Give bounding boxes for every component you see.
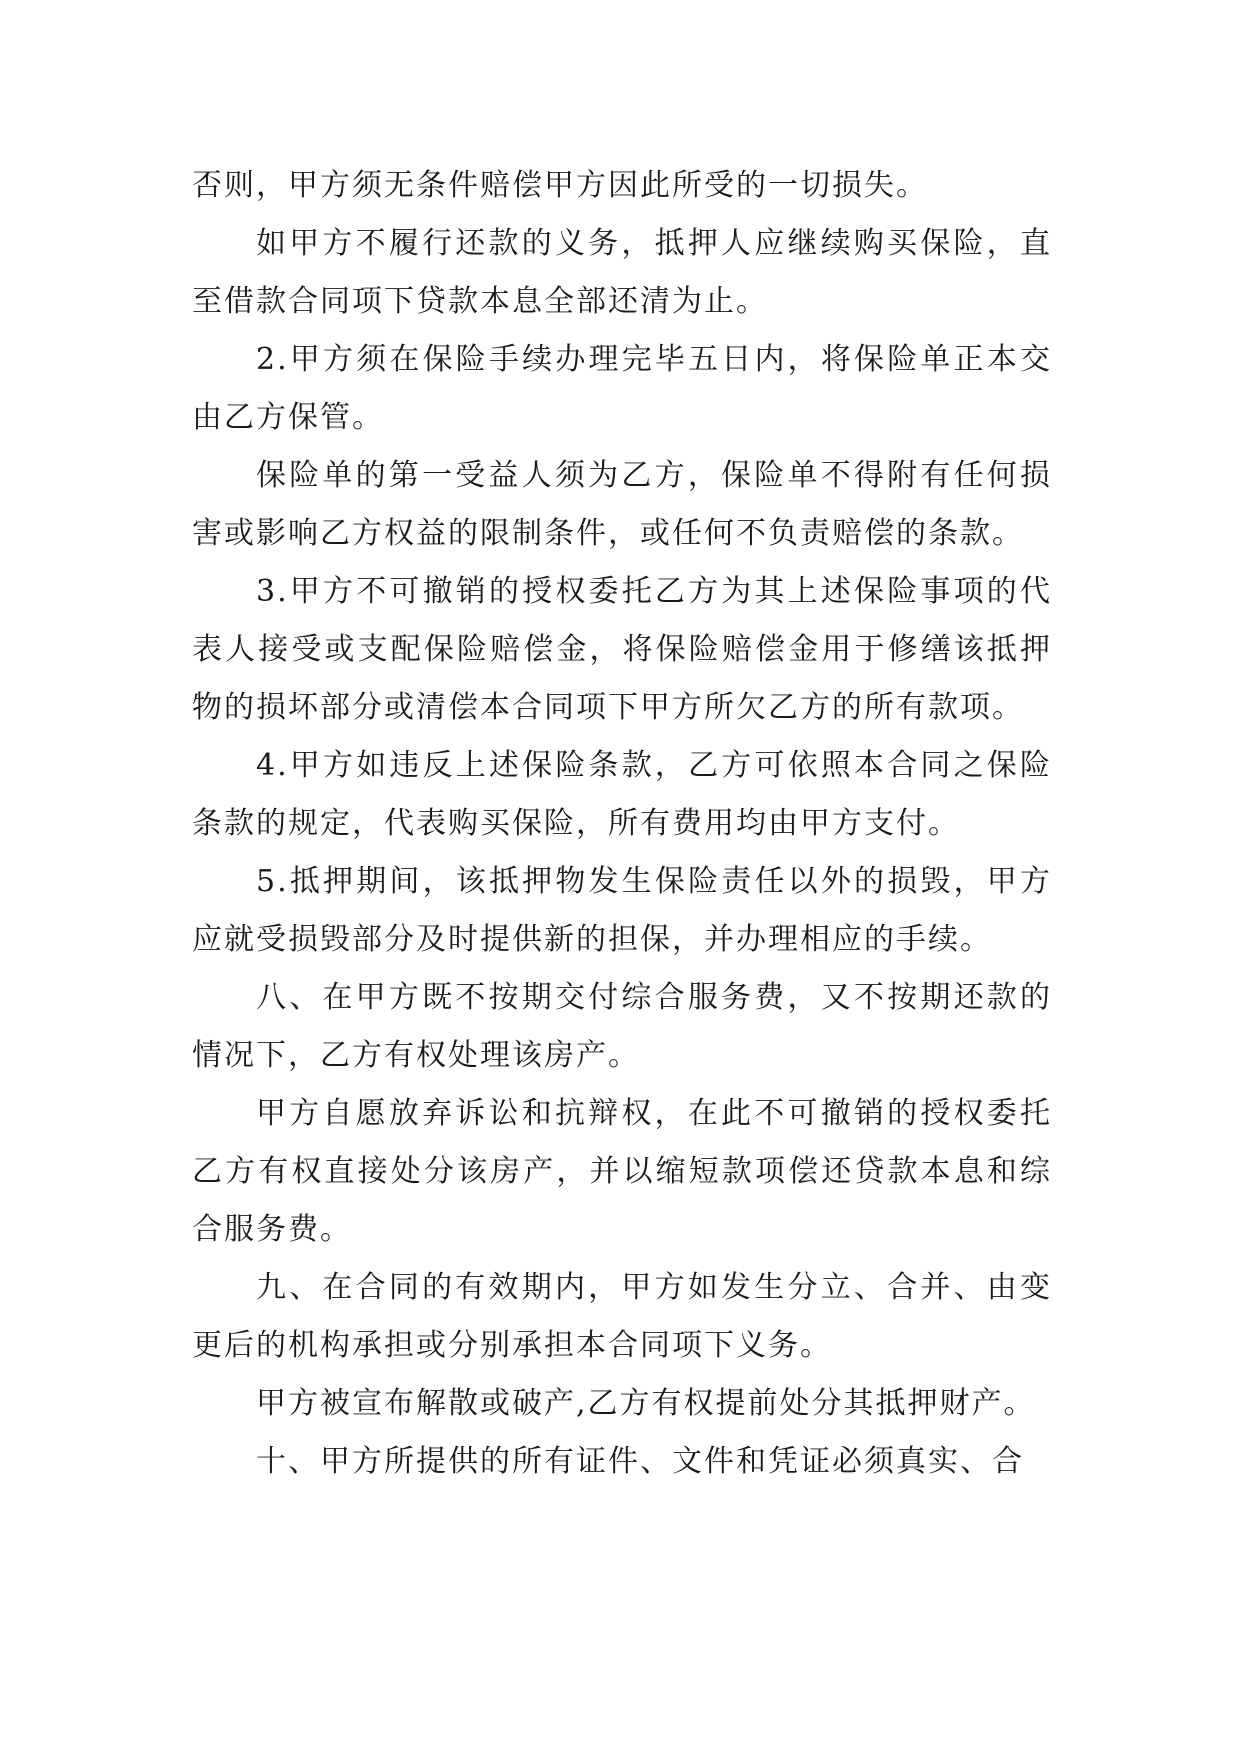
paragraph: 八、在甲方既不按期交付综合服务费，又不按期还款的情况下，乙方有权处理该房产。 [192,980,1052,1073]
paragraph: 如甲方不履行还款的义务，抵押人应继续购买保险，直至借款合同项下贷款本息全部还清为止。 [192,226,1052,319]
paragraph: 2.甲方须在保险手续办理完毕五日内，将保险单正本交由乙方保管。 [192,342,1052,435]
paragraph: 否则，甲方须无条件赔偿甲方因此所受的一切损失。 [192,168,928,203]
paragraph: 4.甲方如违反上述保险条款，乙方可依照本合同之保险条款的规定，代表购买保险，所有费用均由甲方支付。 [192,748,1052,841]
paragraph: 九、在合同的有效期内，甲方如发生分立、合并、由变更后的机构承担或分别承担本合同项下义务。 [192,1270,1052,1363]
paragraph: 3.甲方不可撤销的授权委托乙方为其上述保险事项的代表人接受或支配保险赔偿金，将保险赔偿金用于修缮该抵押物的损坏部分或清偿本合同项下甲方所欠乙方的所有款项。 [192,574,1052,725]
paragraph: 十、甲方所提供的所有证件、文件和凭证必须真实、合 [256,1444,1024,1479]
document-body [192,157,1052,1491]
paragraph: 保险单的第一受益人须为乙方，保险单不得附有任何损害或影响乙方权益的限制条件，或任何不负责赔偿的条款。 [192,458,1052,551]
paragraph: 5.抵押期间，该抵押物发生保险责任以外的损毁，甲方应就受损毁部分及时提供新的担保，并办理相应的手续。 [192,864,1052,957]
paragraph: 甲方自愿放弃诉讼和抗辩权，在此不可撤销的授权委托乙方有权直接处分该房产，并以缩短款项偿还贷款本息和综合服务费。 [192,1096,1052,1247]
paragraph: 甲方被宣布解散或破产,乙方有权提前处分其抵押财产。 [256,1386,1036,1421]
